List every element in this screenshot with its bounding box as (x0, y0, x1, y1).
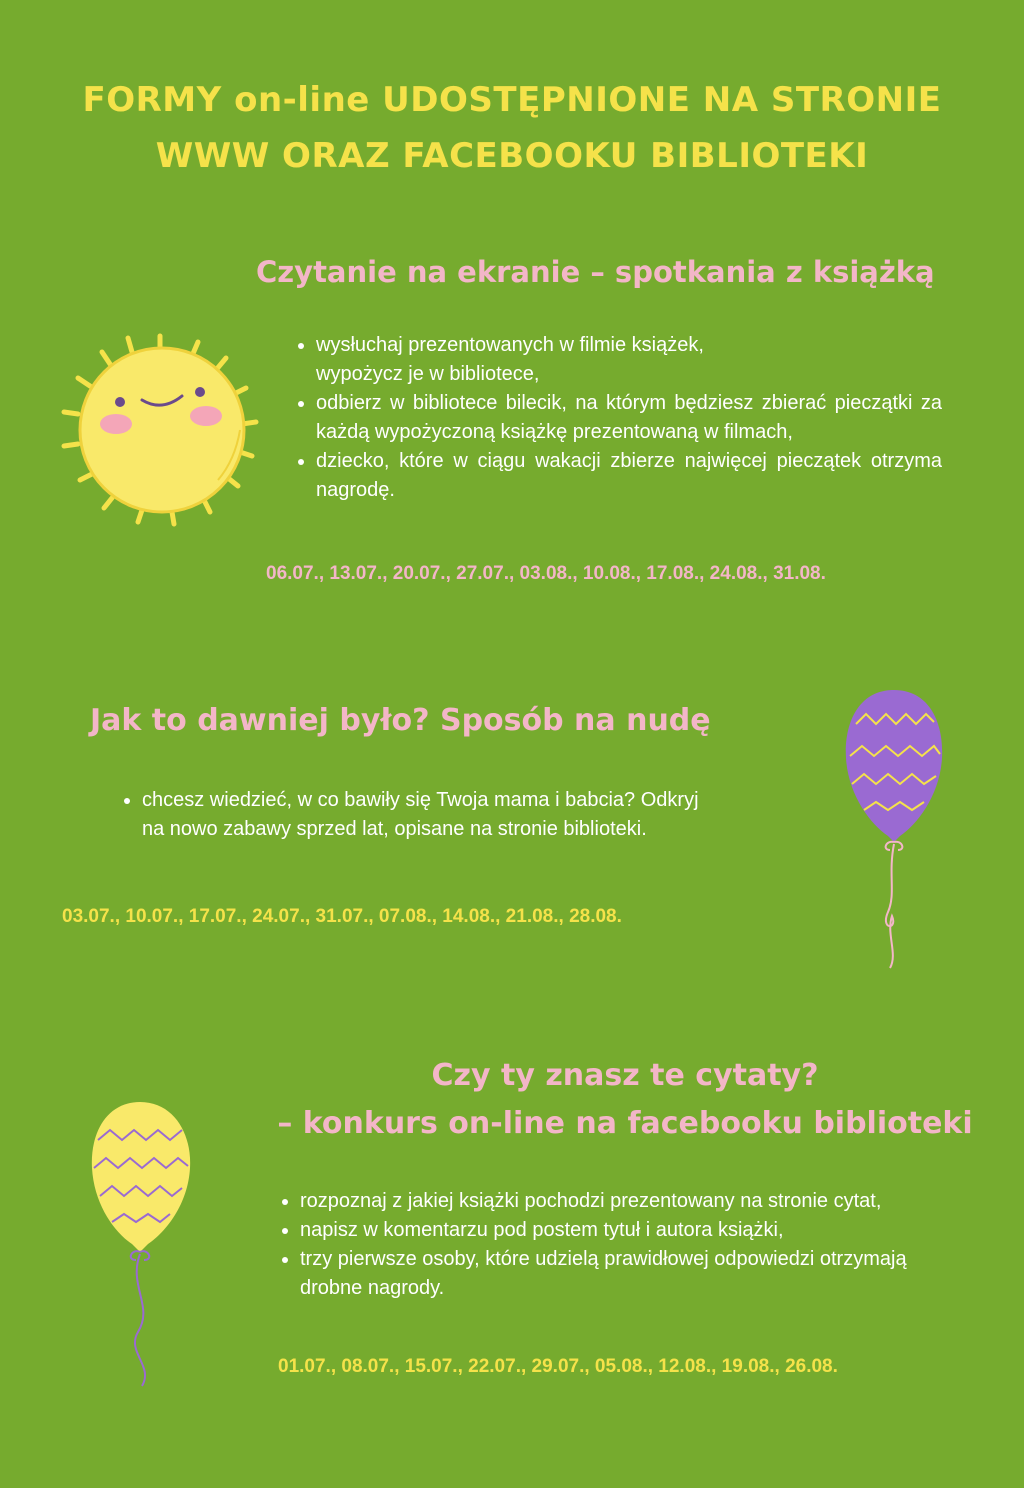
section-2-dates: 03.07., 10.07., 17.07., 24.07., 31.07., 07.08., 14.08., 21.08., 28.08. (62, 906, 622, 927)
section-2-body (118, 786, 738, 844)
purple-balloon-icon (836, 684, 956, 974)
section-1-body (292, 331, 942, 505)
list-item: • napisz w komentarzu pod postem tytuł i autora książki, (300, 1216, 996, 1245)
list-item: • dziecko, które w ciągu wakacji zbierze najwięcej pieczątek otrzyma nagrodę. (316, 447, 942, 505)
section-2-title: Jak to dawniej było? Sposób na nudę (90, 703, 711, 738)
title-line-2: WWW ORAZ FACEBOOKU BIBLIOTEKI (155, 136, 869, 176)
section-3-title-line-1: Czy ty znasz te cytaty? (431, 1058, 819, 1093)
sun-icon (50, 330, 270, 530)
list-item: • wysłuchaj prezentowanych w filmie książek, wypożycz je w bibliotece, (316, 331, 942, 389)
list-item: • odbierz w bibliotece bilecik, na którym będziesz zbierać pieczątki za każdą wypożyczoną książkę prezentowaną w filmach, (316, 389, 942, 447)
smiling-sun-icon (50, 330, 270, 530)
section-1-title: Czytanie na ekranie – spotkania z książką (256, 255, 935, 289)
section-3-title-line-2: – konkurs on-line na facebooku biblioteki (277, 1106, 973, 1141)
section-3-title (240, 1052, 1010, 1148)
list-item: • chcesz wiedzieć, w co bawiły się Twoja mama i babcia? Odkryj na nowo zabawy sprzed lat, opisane na stronie biblioteki. (142, 786, 738, 844)
section-1-dates: 06.07., 13.07., 20.07., 27.07., 03.08., 10.08., 17.08., 24.08., 31.08. (266, 563, 826, 584)
list-item: • rozpoznaj z jakiej książki pochodzi prezentowany na stronie cytat, (300, 1187, 996, 1216)
section-3-body (276, 1187, 996, 1303)
page-title (40, 72, 984, 184)
title-line-1: FORMY on-line UDOSTĘPNIONE NA STRONIE (82, 80, 942, 120)
section-3-dates: 01.07., 08.07., 15.07., 22.07., 29.07., 05.08., 12.08., 19.08., 26.08. (278, 1356, 838, 1377)
list-item: • trzy pierwsze osoby, które udzielą prawidłowej odpowiedzi otrzymają drobne nagrody. (300, 1245, 996, 1303)
yellow-balloon-icon (82, 1096, 202, 1396)
